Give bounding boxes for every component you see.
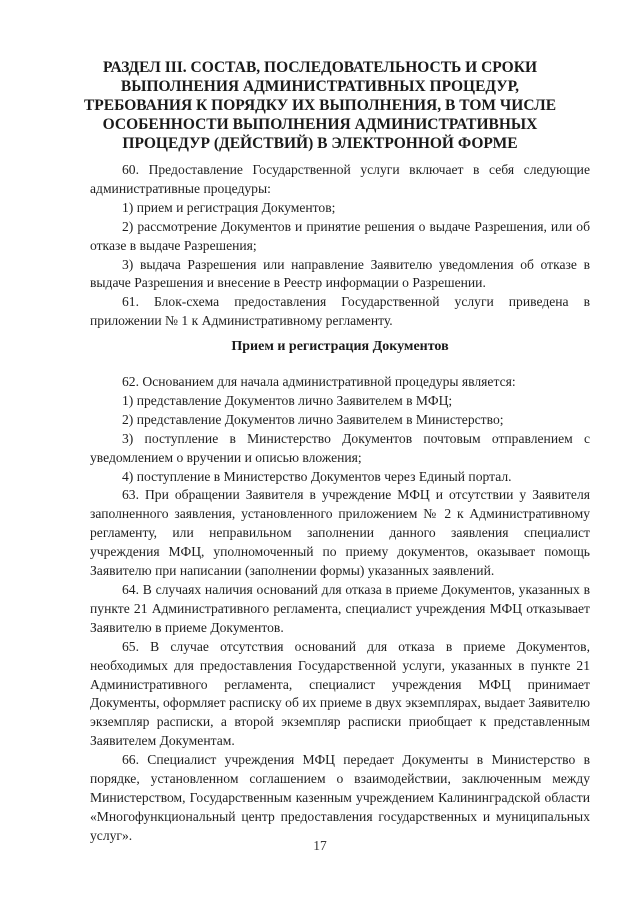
- procedures-list: [90, 161, 590, 331]
- list-item: 4) поступление в Министерство Документов через Единый портал.: [122, 468, 512, 484]
- heading-line: ПРОЦЕДУР (ДЕЙСТВИЙ) В ЭЛЕКТРОННОЙ ФОРМЕ: [122, 135, 518, 152]
- paragraph-64: 64. В случаях наличия оснований для отказа в приеме Документов, указанных в пункте 21 Административного регламента, специалист учреждения МФЦ отказывает Заявителю в приеме Документов.: [90, 581, 590, 635]
- paragraph-61: 61. Блок-схема предоставления Государственной услуги приведена в приложении № 1 к Административному регламенту.: [90, 294, 590, 329]
- list-item: 3) поступление в Министерство Документов почтовым отправлением с уведомлением о вручении и описью вложения;: [90, 430, 590, 465]
- reception-section: [90, 373, 590, 846]
- list-item: 2) рассмотрение Документов и принятие решения о выдаче Разрешения, или об отказе в выдаче Разрешения;: [90, 218, 590, 253]
- paragraph-62: 62. Основанием для начала административной процедуры является:: [122, 374, 516, 389]
- subsection-heading: Прием и регистрация Документов: [231, 339, 449, 354]
- section-heading: [60, 58, 580, 153]
- list-item: 1) прием и регистрация Документов;: [122, 199, 336, 215]
- list-item: 1) представление Документов лично Заявителем в МФЦ;: [122, 392, 453, 408]
- page-number: 17: [313, 838, 327, 853]
- list-item: 3) выдача Разрешения или направление Заявителю уведомления об отказе в выдаче Разрешения и внесение в Реестр информации о Разрешении.: [90, 256, 590, 291]
- heading-line: ВЫПОЛНЕНИЯ АДМИНИСТРАТИВНЫХ ПРОЦЕДУР,: [120, 78, 520, 95]
- paragraph-65: 65. В случае отсутствия оснований для отказа в приеме Документов, необходимых для предоставления Государственной услуги, указанных в пункте 21 Административного регламента, специалист учреждения МФЦ принимает Документы, оформляет расписку об их приеме в двух экземплярах, выдает Заявителю экземпляр расписки, а второй экземпляр расписки приобщает к представленным Заявителем Документам.: [90, 638, 590, 749]
- paragraph-66: 66. Специалист учреждения МФЦ передает Документы в Министерство в порядке, установленном соглашением о взаимодействии, заключенным между Министерством, Государственным казенным учреждением Калининградской области «Многофункциональный центр предоставления государственных и муниципальных услуг».: [90, 752, 590, 843]
- paragraph-60: 60. Предоставление Государственной услуги включает в себя следующие административные процедуры:: [90, 162, 590, 196]
- heading-line: ТРЕБОВАНИЯ К ПОРЯДКУ ИХ ВЫПОЛНЕНИЯ, В ТОМ ЧИСЛЕ: [83, 97, 557, 114]
- list-item: 2) представление Документов лично Заявителем в Министерство;: [122, 411, 504, 427]
- paragraph-63: 63. При обращении Заявителя в учреждение МФЦ и отсутствии у Заявителя заполненного заявления, установленного приложением № 2 к Административному регламенту, или неправильном заполнении данного заявления специалист учреждения МФЦ, уполномоченный по приему документов, оказывает помощь Заявителю при написании (заполнении формы) указанных заявлений.: [90, 487, 590, 579]
- heading-line: РАЗДЕЛ III. СОСТАВ, ПОСЛЕДОВАТЕЛЬНОСТЬ И СРОКИ: [102, 59, 538, 76]
- heading-line: ОСОБЕННОСТИ ВЫПОЛНЕНИЯ АДМИНИСТРАТИВНЫХ: [102, 116, 538, 133]
